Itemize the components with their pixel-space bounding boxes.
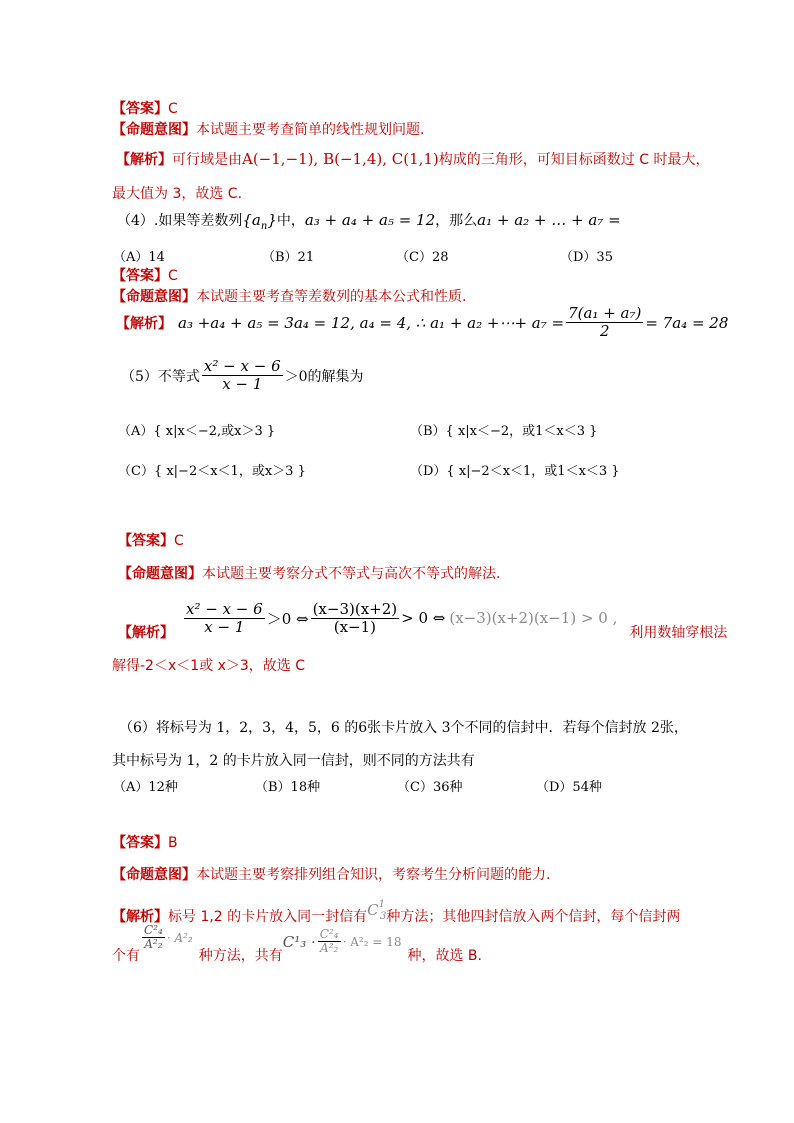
q6-option-a: （A）12种	[113, 780, 178, 795]
intent-text: 本试题主要考察排列组合知识，考察考生分析问题的能力.	[196, 867, 551, 883]
equivalence-1: ＞0 ⇔	[266, 609, 309, 628]
q4-answer	[112, 265, 178, 285]
q6-analysis-line2	[112, 923, 482, 965]
answer-label: 【答案】	[118, 533, 174, 549]
combination-c31: $C^1_3$	[367, 899, 387, 922]
analysis-result: = 7a₄ = 28	[645, 313, 729, 332]
q6-option-b: （B）18种	[255, 780, 321, 795]
question-expr: a₁ + a₂ + … + a₇ =	[477, 211, 621, 229]
answer-label: 【答案】	[112, 101, 168, 117]
q4-option-d: （D）35	[560, 250, 613, 265]
analysis-points: A(−1,−1), B(−1,4), C(1,1)	[242, 150, 439, 168]
stem-text: （5）不等式	[121, 368, 200, 385]
q5-intent	[118, 563, 500, 583]
q3-analysis-line1	[116, 149, 709, 169]
q6-stem-line2: 其中标号为 1，2 的卡片放入同一信封，则不同的方法共有	[112, 753, 475, 769]
stem-text-b: 中，	[276, 213, 305, 229]
analysis-text-cont: 种方法；其他四封信放入两个信封，每个信封两	[386, 909, 681, 925]
fraction-numerator: x² − x − 6	[203, 357, 281, 375]
q6-option-c: （C）36种	[397, 780, 463, 795]
analysis-expr: a₃ +a₄ + a₅ = 3a₄ = 12, a₄ = 4, ∴ a₁ + a₂ +⋯+ a₇ =	[178, 313, 565, 332]
q5-option-a: （A）{ x|x＜−2,或x＞3 }	[118, 424, 276, 439]
q5-analysis-line2: 解得-2＜x＜1或 x＞3，故选 C	[112, 658, 306, 674]
equivalence-2: > 0 ⇔	[401, 609, 446, 627]
stem-text-c: ，那么	[435, 213, 478, 229]
q3-analysis-line2	[112, 183, 242, 203]
condition: a₃ + a₄ + a₅ = 12	[304, 211, 436, 229]
fraction-numerator: x² − x − 6	[186, 599, 263, 618]
analysis-text-cont: 构成的三角形，可知目标函数过 C 时最大，	[438, 152, 710, 168]
analysis-text: 标号 1,2 的卡片放入同一封信有	[168, 909, 368, 925]
analysis-text: 可行域是由	[172, 152, 242, 168]
analysis-fraction-2	[311, 601, 400, 636]
expression-1-fraction: $\frac{\text{C²₄}}{\text{A²₂}}$	[144, 923, 163, 951]
fraction-denominator: 2	[599, 322, 610, 340]
answer-value: B	[168, 835, 178, 851]
analysis-method: 利用数轴穿根法	[629, 625, 728, 641]
intent-text: 本试题主要考查等差数列的基本公式和性质.	[196, 289, 467, 305]
analysis-fraction-1	[184, 601, 265, 636]
analysis-text-c: 种，故选 B.	[407, 948, 482, 964]
q6-stem-line1: （6）将标号为 1，2，3，4，5，6 的6张卡片放入 3个不同的信封中．若每个信封放 2张，	[119, 720, 688, 736]
q4-option-b: （B）21	[262, 250, 315, 265]
answer-label: 【答案】	[112, 835, 168, 851]
q4-analysis	[116, 305, 728, 340]
q6-answer	[112, 832, 178, 852]
expression-2-fraction: $\frac{\text{C²₄}}{\text{A²₂}}$	[319, 927, 339, 955]
intent-text: 本试题主要考察分式不等式与高次不等式的解法.	[202, 566, 501, 582]
intent-label: 【命题意图】	[118, 566, 202, 582]
analysis-label: 【解析】	[118, 625, 174, 641]
q5-stem	[121, 358, 364, 393]
answer-value: C	[168, 101, 178, 117]
stem-text: （4）.如果等差数列	[117, 213, 243, 229]
q5-analysis	[118, 594, 727, 642]
inequality-fraction	[202, 358, 283, 393]
analysis-label: 【解析】	[116, 152, 172, 168]
answer-value: C	[174, 533, 184, 549]
answer-label: 【答案】	[112, 268, 168, 284]
q4-intent	[112, 286, 466, 306]
fraction-numerator: 7(a₁ + a₇)	[568, 304, 642, 322]
q6-option-d: （D）54种	[536, 780, 602, 795]
fraction-denominator: x − 1	[222, 375, 263, 393]
expression-1: $\frac{\text{C²₄}}{\text{A²₂}}$ · A²₂	[144, 923, 193, 951]
analysis-label: 【解析】	[116, 315, 172, 332]
analysis-product: (x−3)(x+2)(x−1) > 0 ,	[449, 609, 618, 627]
intent-text: 本试题主要考查简单的线性规划问题.	[196, 122, 425, 138]
sequence: $\{a_n\}$	[242, 211, 277, 232]
q6-analysis-line1	[112, 899, 681, 928]
answer-value: C	[168, 268, 178, 284]
fraction-denominator: x − 1	[204, 617, 245, 636]
analysis-label: 【解析】	[112, 909, 168, 925]
intent-label: 【命题意图】	[112, 867, 196, 883]
analysis-text: 最大值为 3，故选 C.	[112, 186, 243, 202]
q5-answer	[118, 530, 184, 550]
fraction-denominator: (x−1)	[333, 617, 376, 636]
q5-option-c: （C）{ x|−2＜x＜1，或x＞3 }	[118, 464, 306, 479]
q4-option-c: （C）28	[396, 250, 449, 265]
q5-option-d: （D）{ x|−2＜x＜1，或1＜x＜3 }	[410, 464, 620, 479]
q3-intent	[112, 119, 424, 139]
intent-label: 【命题意图】	[112, 289, 196, 305]
q6-intent	[112, 864, 550, 884]
q3-answer	[112, 98, 178, 118]
analysis-fraction	[566, 305, 643, 340]
fraction-numerator: (x−3)(x+2)	[312, 599, 398, 618]
analysis-text-b: 种方法，共有	[198, 948, 283, 964]
intent-label: 【命题意图】	[112, 122, 196, 138]
stem-text-b: ＞0的解集为	[284, 368, 364, 385]
q5-option-b: （B）{ x|x＜−2，或1＜x＜3 }	[410, 424, 598, 439]
expression-2: C¹₃ · $\frac{\text{C²₄}}{\text{A²₂}}$ · A²₂ = 18	[282, 927, 402, 955]
q4-stem	[117, 210, 621, 232]
analysis-text: 个有	[112, 948, 140, 964]
q4-option-a: （A）14	[113, 250, 165, 265]
